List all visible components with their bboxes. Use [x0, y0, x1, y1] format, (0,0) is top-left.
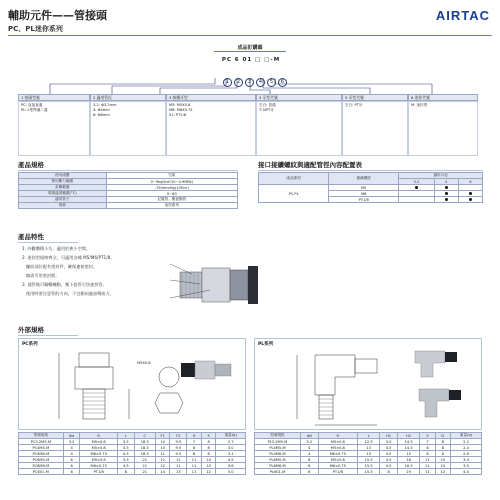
- dimension-cell: 11: [187, 469, 202, 475]
- order-code-bubble-3: 3: [245, 78, 254, 87]
- feature-line: 螺紋部位配有密封件，確保連接密封，: [22, 264, 98, 269]
- dimension-cell: M6×0.75: [318, 463, 357, 469]
- spec-value: 0~60: [106, 191, 237, 197]
- dimension-cell: 10: [155, 439, 170, 445]
- order-code-option: M6: M6X0.75: [169, 108, 193, 112]
- order-code-option: 空白: PT牙: [345, 103, 363, 107]
- dimension-cell: 3.5: [117, 445, 134, 451]
- order-code-option: T: NPT牙: [259, 108, 274, 112]
- dimension-cell: PL4M5-M: [255, 445, 301, 451]
- dimension-cell: 8: [435, 451, 450, 457]
- dimension-cell: 15.5: [357, 463, 379, 469]
- spec-label: 使用流體: [19, 173, 107, 179]
- fitting-cutaway-illustration: [170, 258, 280, 314]
- dimension-cell: 18.5: [134, 445, 155, 451]
- dimension-cell: 3.5: [380, 445, 398, 451]
- dimension-cell: 8: [420, 451, 435, 457]
- dimension-cell: PL6M6-M: [255, 463, 301, 469]
- order-code: PC 6 01 □ □-M: [221, 57, 281, 63]
- spec-label: 適用管子: [19, 197, 107, 203]
- order-code-column: [256, 94, 342, 156]
- matrix-head-series: 產品系列: [259, 173, 329, 185]
- dimensions-section-title: 外部規格: [18, 325, 78, 336]
- dimension-head-cell: Φd: [63, 433, 80, 439]
- pc-drawing-panel: [18, 338, 246, 430]
- spec-value: 迷你系列: [106, 203, 237, 209]
- dimension-cell: 8: [435, 445, 450, 451]
- features-section-title: 產品特性: [18, 232, 78, 243]
- brand-logo: AIRTAC: [435, 8, 490, 23]
- dimension-cell: M6×0.75: [80, 463, 117, 469]
- dimension-cell: 14.5: [397, 439, 419, 445]
- spec-label: 負壓範圍: [19, 185, 107, 191]
- available-dot-icon: [445, 192, 448, 195]
- pc-series-label: PC系列: [22, 342, 38, 347]
- dimension-cell: 15.5: [357, 457, 379, 463]
- dimension-cell: M5×0.8: [318, 439, 357, 445]
- dimension-cell: 3.5: [451, 463, 482, 469]
- spec-section-title: 產品規格: [18, 160, 238, 171]
- dimension-cell: 13: [170, 469, 187, 475]
- spec-value: 空氣: [106, 173, 237, 179]
- pl-dimension-table: [254, 432, 482, 475]
- order-code-column: [166, 94, 256, 156]
- available-dot-icon: [469, 198, 472, 201]
- dimension-cell: 19: [397, 469, 419, 475]
- dimension-cell: M6×0.75: [318, 451, 357, 457]
- dimension-cell: 16.5: [397, 463, 419, 469]
- dimension-head-cell: F1: [155, 433, 170, 439]
- feature-line: 1. 外觀體積小巧，適用於狹小空間。: [22, 246, 91, 251]
- dimension-cell: 5.0: [216, 469, 246, 475]
- dimension-head-cell: R: [80, 433, 117, 439]
- order-code-option: M5: M5X0.8: [169, 103, 191, 107]
- dimension-cell: 11: [170, 457, 187, 463]
- dimension-cell: 15.5: [357, 469, 379, 475]
- dimension-cell: 15: [397, 451, 419, 457]
- dimension-cell: 11: [155, 451, 170, 457]
- dimension-head-cell: 重量(g): [451, 433, 482, 439]
- dimension-cell: 8: [201, 439, 216, 445]
- dimension-cell: 21: [134, 469, 155, 475]
- dimension-cell: 11: [420, 463, 435, 469]
- dimension-cell: M5×0.8: [80, 457, 117, 463]
- pl-series-label: PL系列: [258, 342, 274, 347]
- order-code-column-body: [342, 101, 408, 156]
- dimension-head-cell: Φd: [300, 433, 318, 439]
- order-code-bubble-2: 2: [234, 78, 243, 87]
- features-list: [22, 246, 182, 316]
- feature-line: 3. 插管後可順暢轉動，壓下套管可快速拆管。: [22, 282, 107, 287]
- available-dot-icon: [445, 198, 448, 201]
- dimension-head-cell: S: [201, 433, 216, 439]
- dimension-cell: 10: [155, 445, 170, 451]
- order-code-column-head: 3 接續牙型: [166, 94, 256, 101]
- dimension-cell: 4: [300, 445, 318, 451]
- pc-product-photo: [177, 353, 241, 387]
- dimension-cell: PT1/8: [80, 469, 117, 475]
- dimension-cell: 3.5: [380, 457, 398, 463]
- dimension-cell: 2.6: [451, 451, 482, 457]
- dimension-head-cell: 型號規格: [255, 433, 301, 439]
- available-dot-icon: [469, 192, 472, 195]
- dimension-cell: 7: [420, 439, 435, 445]
- dimension-cell: PC601-M: [19, 469, 64, 475]
- order-code-column-head: 1 接頭型號: [18, 94, 90, 101]
- dimension-cell: 18.5: [134, 439, 155, 445]
- spec-label: 使用壓力範圍: [19, 179, 107, 185]
- matrix-cell: [434, 197, 458, 203]
- dimension-cell: 4.5: [117, 463, 134, 469]
- matrix-cell: [399, 197, 434, 203]
- dimension-cell: M5×0.8: [318, 445, 357, 451]
- dimension-cell: 8: [201, 451, 216, 457]
- dimension-head-cell: H: [187, 433, 202, 439]
- dimension-cell: 9.5: [170, 445, 187, 451]
- order-code-column-body: [90, 101, 166, 156]
- dimension-head-cell: F2: [170, 433, 187, 439]
- spec-value: -750mmHg(10Torr): [106, 185, 237, 191]
- matrix-thread: M6: [329, 191, 399, 197]
- order-code-column-body: [166, 101, 256, 156]
- order-code-bubble-6: 6: [278, 78, 287, 87]
- matrix-size: 6: [458, 179, 482, 185]
- dimension-cell: 4.5: [216, 457, 246, 463]
- dimension-cell: PL3.2M5-M: [255, 439, 301, 445]
- dimension-cell: 11: [187, 457, 202, 463]
- spec-value: 尼龍管、聚氨酯管: [106, 197, 237, 203]
- dimension-cell: 12: [201, 469, 216, 475]
- dimension-cell: 18.5: [134, 451, 155, 457]
- dimension-head-cell: L: [357, 433, 379, 439]
- dimension-cell: PC3.2M5-M: [19, 439, 64, 445]
- dimension-cell: 12.5: [357, 439, 379, 445]
- dimension-cell: M5×0.8: [80, 445, 117, 451]
- dimension-cell: PT1/8: [318, 469, 357, 475]
- dimension-cell: 6: [63, 469, 80, 475]
- dimension-cell: 10: [201, 457, 216, 463]
- dimension-cell: 11: [187, 463, 202, 469]
- feature-line: 無需另用密封膠。: [22, 273, 60, 278]
- order-code-option: 4: Φ4mm: [93, 108, 110, 112]
- order-code-bubble-1: 1: [223, 78, 232, 87]
- page-title: 輔助元件——管接頭: [8, 9, 107, 22]
- order-code-option: PC: 直接直通: [21, 103, 43, 107]
- dimension-cell: 10: [435, 457, 450, 463]
- dimension-head-cell: H2: [397, 433, 419, 439]
- dimension-cell: 13: [357, 445, 379, 451]
- dimension-cell: 3.0: [216, 445, 246, 451]
- dimension-cell: 3.1: [216, 451, 246, 457]
- dimension-cell: 8: [435, 439, 450, 445]
- header-divider: [8, 35, 492, 36]
- dimension-cell: 10: [435, 463, 450, 469]
- dimension-cell: 4: [63, 451, 80, 457]
- pl-dimension-drawing: [285, 347, 405, 429]
- dimension-cell: 11: [170, 463, 187, 469]
- pl-product-photos: [405, 343, 479, 427]
- dimension-head-cell: 型號規格: [19, 433, 64, 439]
- dimension-cell: 12: [155, 457, 170, 463]
- dimension-cell: M5×0.8: [318, 457, 357, 463]
- dimension-cell: 2.7: [216, 439, 246, 445]
- feature-line: 使用時要注意管的方向，不宜側向施加彎曲力。: [22, 291, 114, 296]
- dimension-cell: 11: [420, 469, 435, 475]
- dimension-cell: PL6M5-M: [255, 457, 301, 463]
- dimension-cell: 8: [187, 445, 202, 451]
- dimension-cell: 16: [397, 457, 419, 463]
- order-code-column-head: 2 適用管徑: [90, 94, 166, 101]
- dimension-cell: 3.4: [451, 457, 482, 463]
- dimension-head-cell: C: [134, 433, 155, 439]
- spec-row: [19, 203, 238, 209]
- pl-drawing-panel: [254, 338, 482, 430]
- dimension-head-cell: L: [117, 433, 134, 439]
- dimension-cell: 6: [63, 457, 80, 463]
- dimension-cell: 4: [300, 451, 318, 457]
- pc-dimension-table: [18, 432, 246, 475]
- dimension-head-cell: D: [435, 433, 450, 439]
- page-subtitle: PC、PL迷你系列: [8, 25, 63, 33]
- dimension-cell: 4.5: [380, 463, 398, 469]
- dimension-cell: PC6M5-M: [19, 457, 64, 463]
- dimension-cell: 2.2: [451, 439, 482, 445]
- dimension-cell: 4.6: [216, 463, 246, 469]
- dimension-cell: 12: [155, 463, 170, 469]
- dimension-cell: 8: [187, 451, 202, 457]
- order-code-column: [90, 94, 166, 156]
- matrix-thread: M5: [329, 185, 399, 191]
- dimension-head-cell: 重量(g): [216, 433, 246, 439]
- dimension-cell: 7: [187, 439, 202, 445]
- order-code-title-underline: [214, 51, 286, 52]
- dimension-cell: 10: [201, 463, 216, 469]
- dimension-cell: 8: [380, 469, 398, 475]
- dimension-cell: 6: [63, 463, 80, 469]
- dimension-cell: 3.5: [117, 439, 134, 445]
- dimension-cell: 8: [117, 469, 134, 475]
- order-code-bubble-4: 4: [256, 78, 265, 87]
- order-code-table: [18, 94, 483, 156]
- dimension-cell: 3.5: [117, 457, 134, 463]
- matrix-size: 4: [434, 179, 458, 185]
- dimension-cell: 6: [300, 469, 318, 475]
- order-code-option: M: 迷你型: [411, 103, 428, 107]
- dimension-cell: 6: [300, 463, 318, 469]
- matrix-head-thread: 連續螺紋: [329, 173, 399, 185]
- spec-label: 環境溫度範圍(°C): [19, 191, 107, 197]
- matrix-cell: [458, 197, 482, 203]
- spec-label: 規格: [19, 203, 107, 209]
- spec-value: 0~9kgf/cm²(0~0.9MPa): [106, 179, 237, 185]
- dimension-head-cell: R: [318, 433, 357, 439]
- dimension-cell: 14: [155, 469, 170, 475]
- feature-line: 2. 迷你型規格齊全，可適用各種 M5/M6/PT1/8。: [22, 255, 115, 260]
- order-code-column: [342, 94, 408, 156]
- order-code-option: 01: PT1/8: [169, 113, 187, 117]
- order-code-title: 成品訂購碼: [237, 45, 263, 51]
- dimension-cell: PC4M5-M: [19, 445, 64, 451]
- dimension-cell: 8: [201, 445, 216, 451]
- thread-size-matrix: [258, 172, 483, 203]
- dimension-cell: 3.2: [63, 439, 80, 445]
- order-code-column-head: 4 牙型代號: [256, 94, 342, 101]
- order-code-bubble-5: 5: [267, 78, 276, 87]
- order-code-option: 3.2: Φ3.2mm: [93, 103, 117, 107]
- dimension-cell: 3.5: [380, 439, 398, 445]
- dimension-cell: 3.2: [300, 439, 318, 445]
- dimension-cell: 4: [63, 445, 80, 451]
- matrix-size: 3.2: [399, 179, 434, 185]
- dimension-cell: 13: [357, 451, 379, 457]
- order-code-column-body: [18, 101, 90, 156]
- order-code-column: [408, 94, 478, 156]
- dimension-cell: 4.5: [380, 451, 398, 457]
- matrix-series: PC.PL: [259, 185, 329, 203]
- dimension-cell: PC6M6-M: [19, 463, 64, 469]
- available-dot-icon: [445, 186, 448, 189]
- dimension-cell: 21: [134, 457, 155, 463]
- order-code-column-body: [408, 101, 478, 156]
- matrix-thread: PT1/8: [329, 197, 399, 203]
- dimension-cell: PL4M6-M: [255, 451, 301, 457]
- dimension-cell: 2.4: [451, 445, 482, 451]
- available-dot-icon: [415, 186, 418, 189]
- dimension-cell: 4.5: [117, 451, 134, 457]
- dimension-cell: 11: [420, 457, 435, 463]
- dimension-cell: 9.5: [170, 439, 187, 445]
- order-code-option: PL: L型彎頭二通: [21, 108, 48, 112]
- dimension-cell: PL601-M: [255, 469, 301, 475]
- dimension-cell: 9.5: [170, 451, 187, 457]
- order-code-column-head: 6 迷你代號: [408, 94, 478, 101]
- order-code-option: 6: Φ6mm: [93, 113, 110, 117]
- spec-table: [18, 172, 238, 209]
- dimension-cell: 14.5: [397, 445, 419, 451]
- dimension-head-cell: S: [420, 433, 435, 439]
- dimension-cell: 21: [134, 463, 155, 469]
- dimension-row: [19, 469, 246, 475]
- dimension-cell: 4.0: [451, 469, 482, 475]
- matrix-head-size: 適用口徑: [399, 173, 483, 179]
- order-code-column-body: [256, 101, 342, 156]
- dimension-row: [255, 469, 482, 475]
- matrix-section-title: 接口接續螺紋與適配管徑內容配置表: [258, 160, 483, 171]
- dimension-cell: PC4M6-M: [19, 451, 64, 457]
- order-code-option: 空白: 普通: [259, 103, 276, 107]
- order-code-column: [18, 94, 90, 156]
- dimension-cell: M5×0.8: [80, 439, 117, 445]
- dimension-head-cell: H1: [380, 433, 398, 439]
- dimension-cell: 6: [300, 457, 318, 463]
- pc-thread-label: M5X0.8: [137, 361, 151, 365]
- dimension-cell: 12: [435, 469, 450, 475]
- dimension-cell: 8: [420, 445, 435, 451]
- dimension-cell: M6×0.75: [80, 451, 117, 457]
- order-code-column-head: 5 牙型代號: [342, 94, 408, 101]
